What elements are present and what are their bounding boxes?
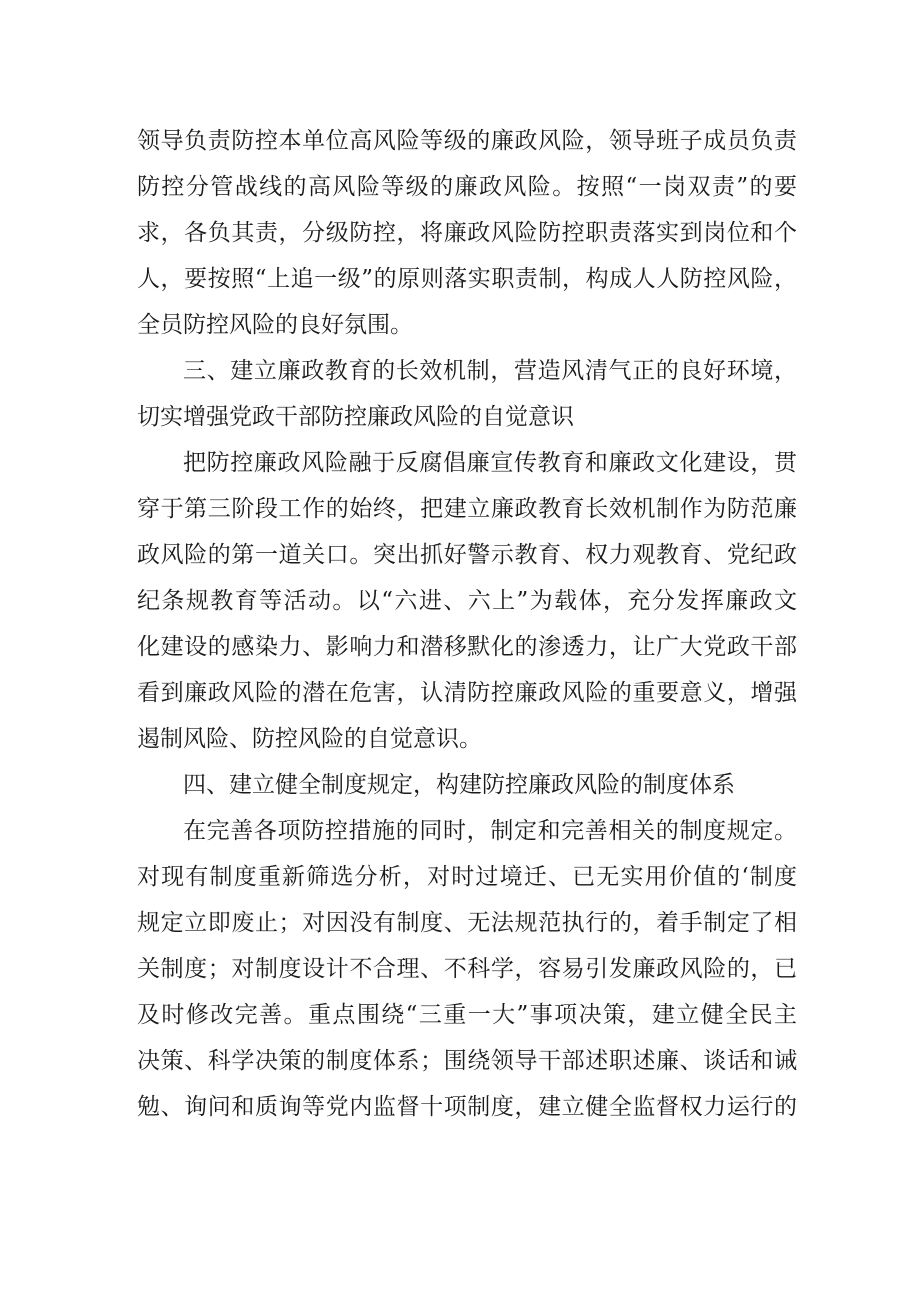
section-heading-three: 三、建立廉政教育的长效机制，营造风清气正的良好环境， bbox=[183, 358, 797, 384]
text-line: 全员防控风险的良好氛围。 bbox=[137, 312, 413, 338]
text-line: 在完善各项防控措施的同时，制定和完善相关的制度规定。 bbox=[183, 818, 797, 844]
text-line: 及时修改完善。重点围绕“三重一大”事项决策，建立健全民主 bbox=[137, 1002, 797, 1028]
text-line: 勉、询问和质询等党内监督十项制度，建立健全监督权力运行的 bbox=[137, 1094, 797, 1120]
text-line: 把防控廉政风险融于反腐倡廉宣传教育和廉政文化建设，贯 bbox=[183, 450, 797, 476]
text-line: 规定立即废止；对因没有制度、无法规范执行的，着手制定了相 bbox=[137, 910, 797, 936]
section-heading-four: 四、建立健全制度规定，构建防控廉政风险的制度体系 bbox=[183, 772, 735, 798]
text-line: 防控分管战线的高风险等级的廉政风险。按照“一岗双责”的要 bbox=[137, 174, 797, 200]
text-line: 求，各负其责，分级防控，将廉政风险防控职责落实到岗位和个 bbox=[137, 220, 797, 246]
text-line: 政风险的第一道关口。突出抓好警示教育、权力观教育、党纪政 bbox=[137, 542, 797, 568]
text-line: 穿于第三阶段工作的始终，把建立廉政教育长效机制作为防范廉 bbox=[137, 496, 797, 522]
section-heading-three-cont: 切实增强党政干部防控廉政风险的自觉意识 bbox=[137, 404, 574, 430]
text-line: 人，要按照“上追一级”的原则落实职责制，构成人人防控风险， bbox=[137, 266, 797, 292]
text-line: 对现有制度重新筛选分析，对时过境迁、已无实用价值的‘制度 bbox=[137, 864, 797, 890]
text-line: 看到廉政风险的潜在危害，认清防控廉政风险的重要意义，增强 bbox=[137, 680, 797, 706]
text-line: 关制度；对制度设计不合理、不科学，容易引发廉政风险的，已 bbox=[137, 956, 797, 982]
text-line: 遏制风险、防控风险的自觉意识。 bbox=[137, 726, 482, 752]
text-line: 决策、科学决策的制度体系；围绕领导干部述职述廉、谈话和诫 bbox=[137, 1048, 797, 1074]
document-body bbox=[137, 118, 797, 1130]
text-line: 化建设的感染力、影响力和潜移默化的渗透力，让广大党政干部 bbox=[137, 634, 797, 660]
text-line: 纪条规教育等活动。以“六进、六上”为载体，充分发挥廉政文 bbox=[137, 588, 797, 614]
text-line: 领导负责防控本单位高风险等级的廉政风险，领导班子成员负责 bbox=[137, 128, 797, 154]
